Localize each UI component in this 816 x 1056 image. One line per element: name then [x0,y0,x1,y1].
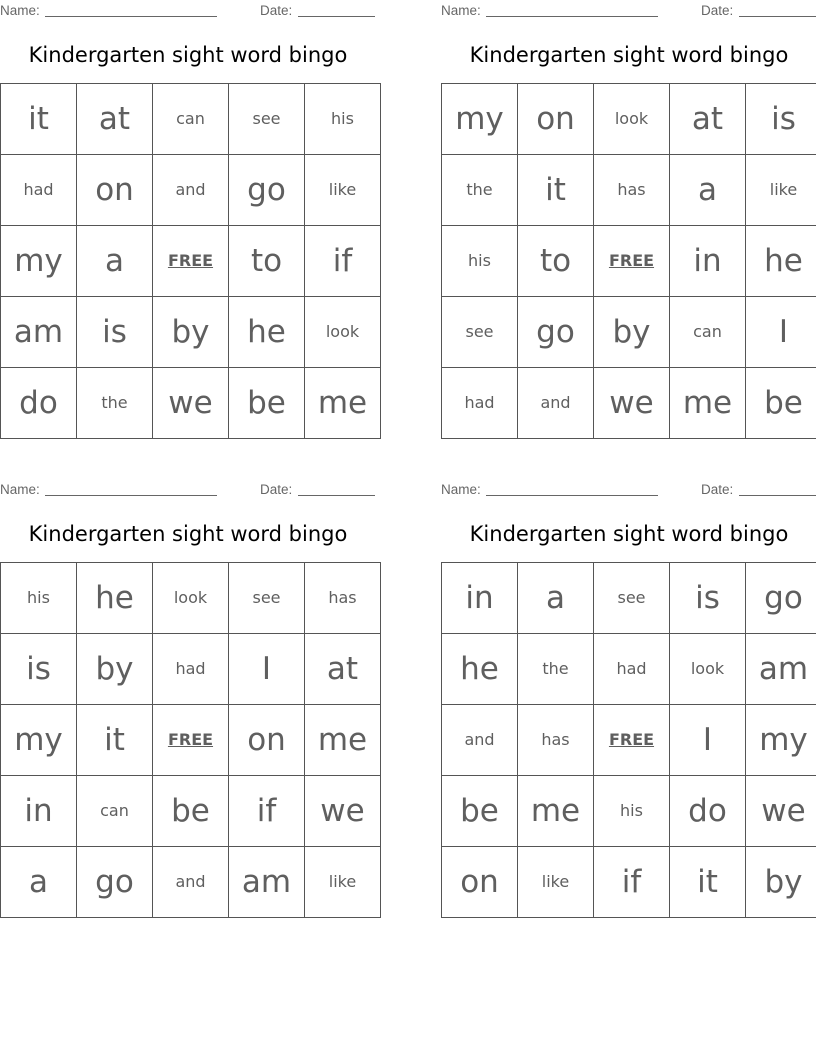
grid-cell: am [746,634,816,705]
grid-cell: be [229,368,305,439]
grid-row [1,226,381,297]
grid-cell: am [229,847,305,918]
grid-cell: the [77,368,153,439]
grid-cell: we [305,776,381,847]
grid-row [442,297,816,368]
grid-cell: see [594,563,670,634]
grid-cell: like [305,847,381,918]
free-space-cell: FREE [153,705,229,776]
grid-cell: me [305,368,381,439]
card-header [0,3,376,19]
grid-cell: do [670,776,746,847]
grid-cell: if [305,226,381,297]
grid-cell: do [1,368,77,439]
grid-cell: had [442,368,518,439]
grid-cell: his [305,84,381,155]
grid-cell: has [594,155,670,226]
grid-cell: can [153,84,229,155]
grid-cell: is [1,634,77,705]
grid-cell: is [670,563,746,634]
grid-cell: on [518,84,594,155]
grid-cell: we [153,368,229,439]
name-label: Name: [441,3,481,18]
date-blank-line [739,16,816,17]
grid-cell: and [153,847,229,918]
grid-cell: it [1,84,77,155]
grid-cell: his [594,776,670,847]
grid-cell: see [442,297,518,368]
grid-cell: on [229,705,305,776]
grid-cell: I [229,634,305,705]
grid-cell: the [518,634,594,705]
grid-cell: see [229,563,305,634]
grid-cell: me [305,705,381,776]
grid-cell: we [746,776,816,847]
grid-cell: in [1,776,77,847]
grid-row [1,847,381,918]
date-blank-line [298,16,375,17]
name-blank-line [45,16,217,17]
grid-cell: like [518,847,594,918]
grid-cell: to [229,226,305,297]
grid-row [1,297,381,368]
grid-cell: a [670,155,746,226]
grid-cell: by [594,297,670,368]
bingo-card-2 [441,0,816,440]
grid-cell: see [229,84,305,155]
date-blank-line [298,495,375,496]
grid-cell: by [746,847,816,918]
grid-cell: we [594,368,670,439]
grid-cell: like [305,155,381,226]
grid-row [1,776,381,847]
card-title: Kindergarten sight word bingo [28,522,348,546]
date-label: Date: [260,3,293,18]
card-header [0,482,376,498]
grid-cell: like [746,155,816,226]
card-header [441,482,816,498]
grid-cell: had [153,634,229,705]
bingo-grid [0,83,381,439]
grid-cell: it [670,847,746,918]
date-label: Date: [701,3,734,18]
grid-cell: my [746,705,816,776]
grid-cell: on [442,847,518,918]
bingo-grid [0,562,381,918]
grid-cell: look [153,563,229,634]
grid-cell: had [1,155,77,226]
grid-cell: it [77,705,153,776]
card-header [441,3,816,19]
grid-row [1,155,381,226]
grid-cell: he [229,297,305,368]
grid-cell: he [77,563,153,634]
name-blank-line [45,495,217,496]
grid-cell: be [746,368,816,439]
grid-row [1,705,381,776]
grid-row [1,84,381,155]
free-space-cell: FREE [594,705,670,776]
grid-row [442,634,816,705]
grid-cell: his [442,226,518,297]
grid-cell: I [746,297,816,368]
grid-cell: has [305,563,381,634]
grid-row [442,847,816,918]
date-label: Date: [260,482,293,497]
grid-cell: and [518,368,594,439]
name-label: Name: [441,482,481,497]
grid-row [1,563,381,634]
bingo-grid [441,83,816,439]
card-title: Kindergarten sight word bingo [28,43,348,67]
grid-cell: to [518,226,594,297]
grid-cell: can [670,297,746,368]
grid-cell: be [442,776,518,847]
bingo-card-3 [0,479,376,919]
grid-cell: at [670,84,746,155]
grid-cell: has [518,705,594,776]
grid-cell: go [77,847,153,918]
free-space-cell: FREE [594,226,670,297]
grid-row [442,155,816,226]
grid-row [442,368,816,439]
grid-cell: look [594,84,670,155]
grid-cell: he [442,634,518,705]
bingo-card-1 [0,0,376,440]
name-label: Name: [0,482,40,497]
grid-row [1,368,381,439]
grid-cell: me [518,776,594,847]
name-blank-line [486,495,658,496]
grid-cell: is [746,84,816,155]
grid-cell: he [746,226,816,297]
grid-cell: my [442,84,518,155]
grid-cell: am [1,297,77,368]
grid-row [442,776,816,847]
grid-cell: in [670,226,746,297]
card-title: Kindergarten sight word bingo [469,522,789,546]
grid-cell: by [153,297,229,368]
grid-cell: his [1,563,77,634]
grid-cell: I [670,705,746,776]
grid-cell: my [1,705,77,776]
grid-row [442,705,816,776]
grid-cell: a [77,226,153,297]
grid-cell: go [518,297,594,368]
card-title: Kindergarten sight word bingo [469,43,789,67]
grid-cell: look [670,634,746,705]
grid-cell: if [229,776,305,847]
date-blank-line [739,495,816,496]
grid-row [442,84,816,155]
grid-cell: on [77,155,153,226]
grid-cell: look [305,297,381,368]
name-label: Name: [0,3,40,18]
grid-cell: and [153,155,229,226]
bingo-grid [441,562,816,918]
grid-row [442,226,816,297]
grid-cell: at [77,84,153,155]
grid-cell: my [1,226,77,297]
grid-cell: in [442,563,518,634]
grid-cell: by [77,634,153,705]
grid-cell: had [594,634,670,705]
grid-cell: it [518,155,594,226]
name-blank-line [486,16,658,17]
grid-cell: the [442,155,518,226]
grid-cell: a [518,563,594,634]
grid-cell: a [1,847,77,918]
grid-row [1,634,381,705]
grid-cell: and [442,705,518,776]
grid-cell: can [77,776,153,847]
grid-cell: be [153,776,229,847]
grid-cell: is [77,297,153,368]
grid-cell: go [746,563,816,634]
grid-cell: at [305,634,381,705]
grid-cell: me [670,368,746,439]
grid-row [442,563,816,634]
grid-cell: if [594,847,670,918]
date-label: Date: [701,482,734,497]
grid-cell: go [229,155,305,226]
free-space-cell: FREE [153,226,229,297]
bingo-card-4 [441,479,816,919]
